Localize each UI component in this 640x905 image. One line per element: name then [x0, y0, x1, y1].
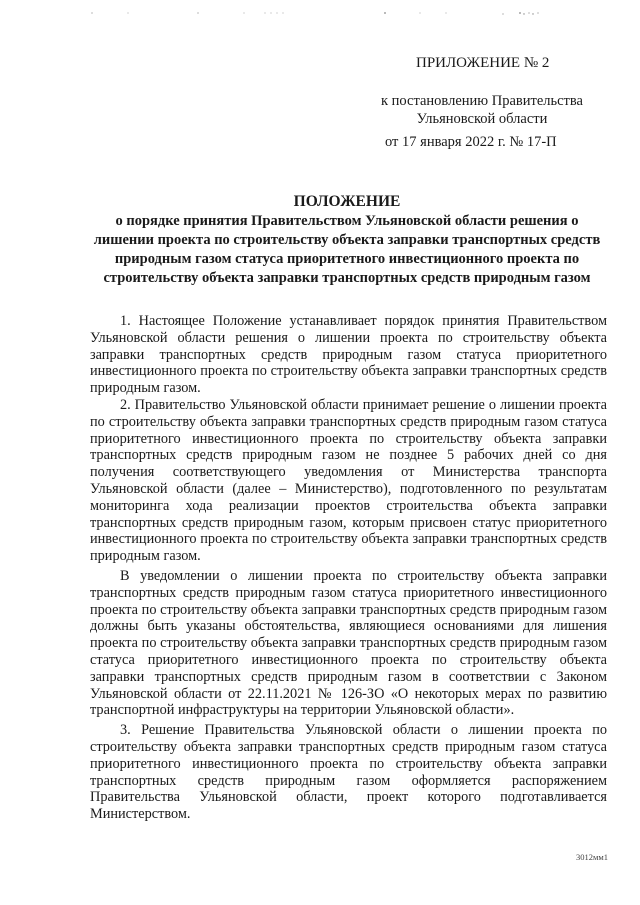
decree-reference-line1: к постановлению Правительства: [381, 93, 583, 109]
title-subtitle: о порядке принятия Правительством Ульяновской области решения о лишении проекта по строительству объекта заправки транспортных средств природным газом статуса приоритетного инвестиционного проекта по строительству объекта заправки транспортных средств природным газом: [93, 213, 601, 286]
scan-specks: [0, 10, 640, 24]
decree-date-number: от 17 января 2022 г. № 17-П: [385, 134, 557, 150]
paragraph-3: 3. Решение Правительства Ульяновской области о лишении проекта по строительству объекта заправки транспортных средств природным газом статуса приоритетного инвестиционного проекта по строительству объекта заправки транспортных средств природным газом оформляется распоряжением Правительства Ульяновской области, проект которого подготавливается Министерством.: [90, 722, 607, 823]
document-body: [90, 313, 607, 823]
document-code: 3012мм1: [576, 852, 609, 862]
decree-reference: [372, 93, 592, 128]
paragraph-1: 1. Настоящее Положение устанавливает порядок принятия Правительством Ульяновской области решения о лишении проекта по строительству объекта заправки транспортных средств природным газом статуса приоритетного инвестиционного проекта по строительству объекта заправки транспортных средств природным газом.: [90, 313, 607, 397]
paragraph-2: 2. Правительство Ульяновской области принимает решение о лишении проекта по строительству объекта заправки транспортных средств природным газом статуса приоритетного инвестиционного проекта по строительству объекта заправки транспортных средств природным газом не позднее 5 рабочих дней со дня получения соответствующего уведомления от Министерства транспорта Ульяновской области (далее – Министерство), подготовленного по результатам мониторинга хода реализации проектов строительства объекта заправки транспортных средств природным газом, которым присвоен статус приоритетного инвестиционного проекта по строительству объекта заправки транспортных средств природным газом.: [90, 396, 607, 565]
document-title: [88, 191, 606, 288]
paragraph-2-notice: В уведомлении о лишении проекта по строительству объекта заправки транспортных средств природным газом статуса приоритетного инвестиционного проекта по строительству объекта заправки транспортных средств природным газом должны быть указаны обстоятельства, являющиеся основаниями для лишения проекта по строительству объекта заправки транспортных средств природным газом статуса приоритетного инвестиционного проекта по строительству объекта заправки транспортных средств природным газом в соответствии с Законом Ульяновской области от 22.11.2021 № 126-ЗО «О некоторых мерах по развитию транспортной инфраструктуры на территории Ульяновской области».: [90, 567, 607, 719]
decree-reference-line2: Ульяновской области: [416, 110, 548, 127]
title-main: ПОЛОЖЕНИЕ: [293, 193, 401, 210]
attachment-number: ПРИЛОЖЕНИЕ № 2: [416, 55, 550, 71]
